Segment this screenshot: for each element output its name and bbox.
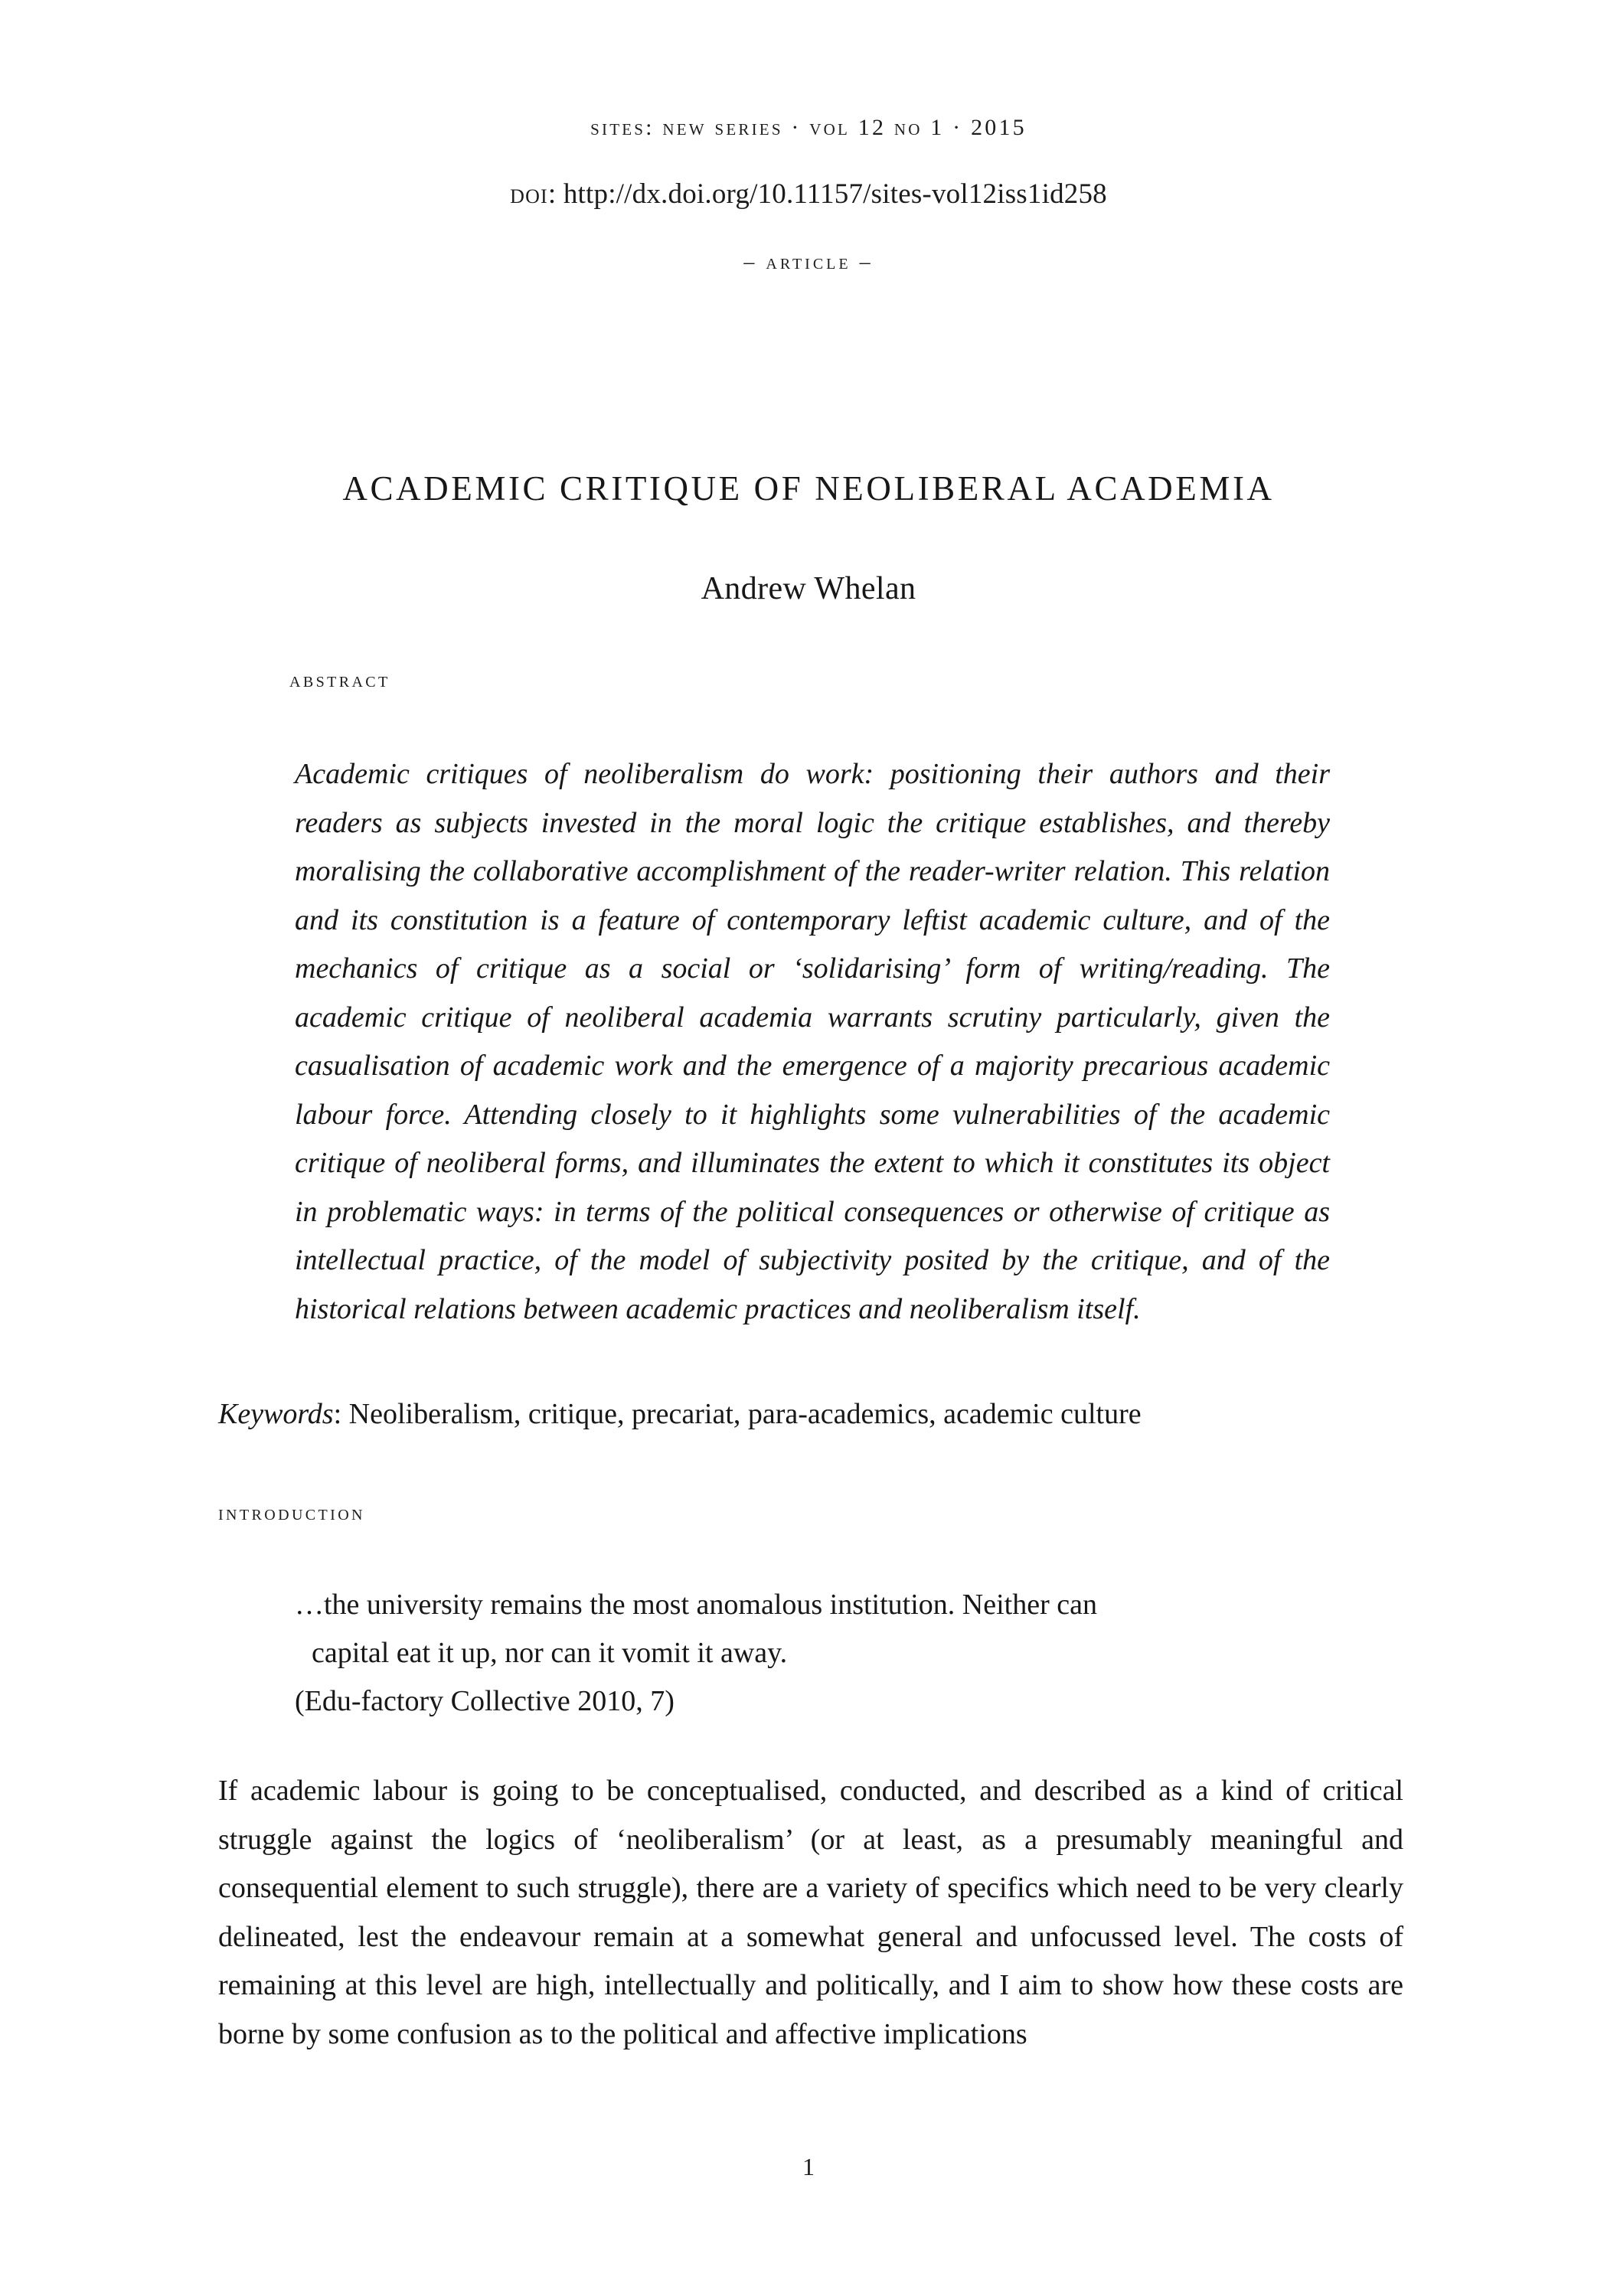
epigraph-line-1: …the university remains the most anomalous institution. Neither can — [295, 1589, 1097, 1621]
page-number: 1 — [802, 2153, 815, 2180]
epigraph-line-2: capital eat it up, nor can it vomit it away. — [312, 1637, 788, 1669]
journal-issue-line: sites: new series · vol 12 no 1 · 2015 — [590, 115, 1027, 140]
abstract-text: Academic critiques of neoliberalism do work: positioning their authors and their readers as subjects invested in the moral logic the critique establishes, and thereby moralising the collaborative accomplishment of the reader-writer relation. This relation and its constitution is a feature of contemporary leftist academic culture, and of the mechanics of critique as a social or ‘solidarising’ form of writing/reading. The academic critique of neoliberal academia warrants scrutiny particularly, given the casualisation of academic work and the emergence of a majority precarious academic labour force. Attending closely to it highlights some vulnerabilities of the academic critique of neoliberal forms, and illuminates the extent to which it constitutes its object in problematic ways: in terms of the political consequences or otherwise of critique as intellectual practice, of the model of subjectivity posited by the critique, and of the historical relations between academic practices and neoliberalism itself. — [295, 758, 1330, 1325]
author-name: Andrew Whelan — [701, 571, 916, 606]
page-title: ACADEMIC CRITIQUE OF NEOLIBERAL ACADEMIA — [342, 469, 1275, 508]
introduction-paragraph: If academic labour is going to be conceptualised, conducted, and described as a kind of critical struggle against the logics of ‘neoliberalism’ (or at least, as a presumably meaningful and consequential element to such struggle), there are a variety of specifics which need to be very clearly delineated, lest the endeavour remain at a somewhat general and unfocussed level. The costs of remaining at this level are high, intellectually and politically, and I aim to show how these costs are borne by some confusion as to the political and affective implications — [218, 1775, 1403, 2050]
journal-masthead — [0, 115, 1617, 275]
keywords-separator: : — [333, 1398, 349, 1430]
keywords-terms: Neoliberalism, critique, precariat, para-academics, academic culture — [348, 1398, 1142, 1430]
keywords-label: Keywords — [218, 1398, 334, 1430]
doi-url[interactable]: http://dx.doi.org/10.11157/sites-vol12iss1id258 — [563, 178, 1107, 210]
keywords-line — [218, 1390, 1403, 1439]
doi-separator: : — [547, 178, 564, 210]
epigraph-citation: (Edu-factory Collective 2010, 7) — [295, 1685, 675, 1717]
abstract-heading: abstract — [289, 668, 390, 692]
doi-label: doi — [510, 178, 548, 210]
epigraph-quote — [295, 1581, 1330, 1726]
introduction-heading: introduction — [218, 1501, 365, 1525]
doi-line — [0, 178, 1617, 211]
article-type-tag: – article – — [743, 250, 874, 274]
